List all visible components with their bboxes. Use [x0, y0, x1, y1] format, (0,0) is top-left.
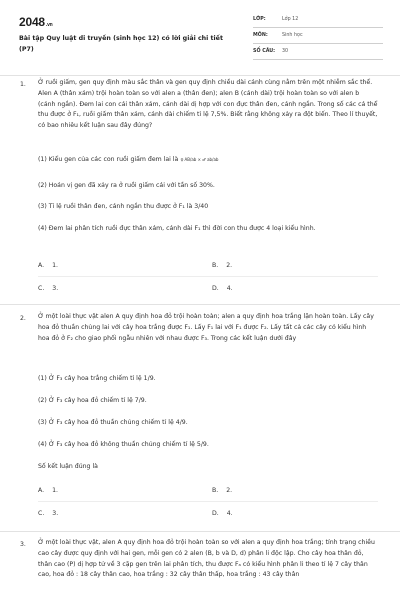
genotype-formula: ♀ AB/ab × ♂ ab/ab: [180, 157, 219, 162]
option-a[interactable]: [38, 487, 58, 494]
statement-4: (4) Đem lai phân tích ruồi đực thân xám, cánh dài F₁ thì đời con thu được 4 loại kiểu hình.: [38, 225, 316, 232]
meta-value: 30: [282, 49, 289, 54]
option-letter: B.: [212, 487, 219, 494]
option-letter: D.: [212, 510, 219, 517]
option-c[interactable]: [38, 510, 58, 517]
statement-5: Số kết luận đúng là: [38, 463, 98, 470]
site-logo[interactable]: [19, 15, 53, 29]
logo-text: 2048: [19, 15, 45, 29]
meta-key: LỚP:: [253, 17, 266, 22]
question-divider: [0, 304, 400, 305]
meta-value: Lớp 12: [282, 17, 299, 22]
meta-table: [253, 12, 383, 60]
statement-3: (3) Tỉ lệ ruồi thân đen, cánh ngắn thu được ở F₁ là 3/40: [38, 203, 209, 210]
option-value: 1.: [52, 262, 58, 269]
option-value: 4.: [226, 510, 233, 517]
meta-row-subject: [253, 28, 383, 44]
option-letter: A.: [38, 487, 45, 494]
logo-suffix: .vn: [45, 22, 53, 28]
meta-row-grade: [253, 12, 383, 28]
option-value: 2.: [226, 487, 233, 494]
option-a[interactable]: [38, 262, 58, 269]
meta-value: Sinh học: [282, 33, 303, 38]
meta-key: MÔN:: [253, 33, 268, 38]
meta-key: SỐ CÂU:: [253, 49, 276, 54]
option-b[interactable]: [212, 487, 232, 494]
option-letter: A.: [38, 262, 45, 269]
question-number: 1.: [20, 81, 26, 88]
option-divider: [38, 501, 378, 502]
option-d[interactable]: [212, 285, 233, 292]
option-c[interactable]: [38, 285, 58, 292]
statement-1: [38, 155, 378, 166]
question-number: 2.: [20, 315, 26, 322]
option-letter: C.: [38, 510, 45, 517]
option-divider: [38, 276, 378, 277]
option-value: 2.: [226, 262, 233, 269]
option-b[interactable]: [212, 262, 232, 269]
header-divider: [0, 75, 400, 76]
meta-row-count: [253, 44, 383, 60]
statement-4: (4) Ở F₃ cây hoa đỏ không thuần chủng chiếm tỉ lệ 5/9.: [38, 441, 209, 448]
statement-2: (2) Hoán vị gen đã xảy ra ở ruồi giấm cái với tần số 30%.: [38, 182, 215, 189]
option-letter: B.: [212, 262, 219, 269]
option-d[interactable]: [212, 510, 233, 517]
question-text: Ở ruồi giấm, gen quy định màu sắc thân và gen quy định chiều dài cánh cùng nằm trên một nhiễm sắc thể. Alen A (thân xám) trội hoàn toàn so với alen a (thân đen); alen B (cánh dài) trội hoàn toàn so với alen b (cánh ngắn). Đem lai con cái thân xám, cánh dài dị hợp với con đực thân đen, cánh ngắn. Trong số các cá thể thu được ở F₁, ruồi giấm thân xám, cánh dài chiếm tỉ lệ 7,5%. Biết rằng không xảy ra đột biến. Theo lí thuyết, có bao nhiêu kết luận sau đây đúng?: [38, 79, 378, 130]
statement-3: (3) Ở F₃ cây hoa đỏ thuần chủng chiếm tỉ lệ 4/9.: [38, 419, 188, 426]
option-value: 3.: [52, 510, 59, 517]
option-letter: D.: [212, 285, 219, 292]
document-title: Bài tập Quy luật di truyền (sinh học 12) có lời giải chi tiết (P7): [19, 35, 223, 53]
question-text: Ở một loài thực vật alen A quy định hoa đỏ trội hoàn toàn; alen a quy định hoa trắng lặn hoàn toàn. Lấy cây hoa đỏ thuần chủng lai với cây hoa trắng được F₁. Lấy F₁ lai với F₁ được F₂. Lấy tất cả các cây có kiểu hình hoa đỏ ở F₂ cho giao phối ngẫu nhiên với nhau được F₃. Trong các kết luận dưới đây: [38, 313, 374, 342]
question-text: Ở một loài thực vật, alen A quy định hoa đỏ trội hoàn toàn so với alen a quy định hoa trắng; tính trạng chiều cao cây được quy định với hai gen, mỗi gen có 2 alen (B, b và D, d) phân li độc lập. Cho cây hoa thân đỏ, thân cao (P) dị hợp tử về 3 cặp gen trên lai phân tích, thu được Fₐ có kiểu hình phân li theo tỉ lệ 7 cây thân cao, hoa đỏ : 18 cây thân cao, hoa trắng : 32 cây thân thấp, hoa trắng : 43 cây thân: [38, 539, 375, 579]
statement-1: (1) Ở F₃ cây hoa trắng chiếm tỉ lệ 1/9.: [38, 375, 156, 382]
question-divider: [0, 531, 400, 532]
question-number: 3.: [20, 541, 26, 548]
option-value: 4.: [226, 285, 233, 292]
statement-2: (2) Ở F₃ cây hoa đỏ chiếm tỉ lệ 7/9.: [38, 397, 147, 404]
option-letter: C.: [38, 285, 45, 292]
statement-text: (1) Kiểu gen của các con ruồi giấm đem lai là: [38, 156, 179, 163]
option-value: 3.: [52, 285, 59, 292]
option-value: 1.: [52, 487, 58, 494]
